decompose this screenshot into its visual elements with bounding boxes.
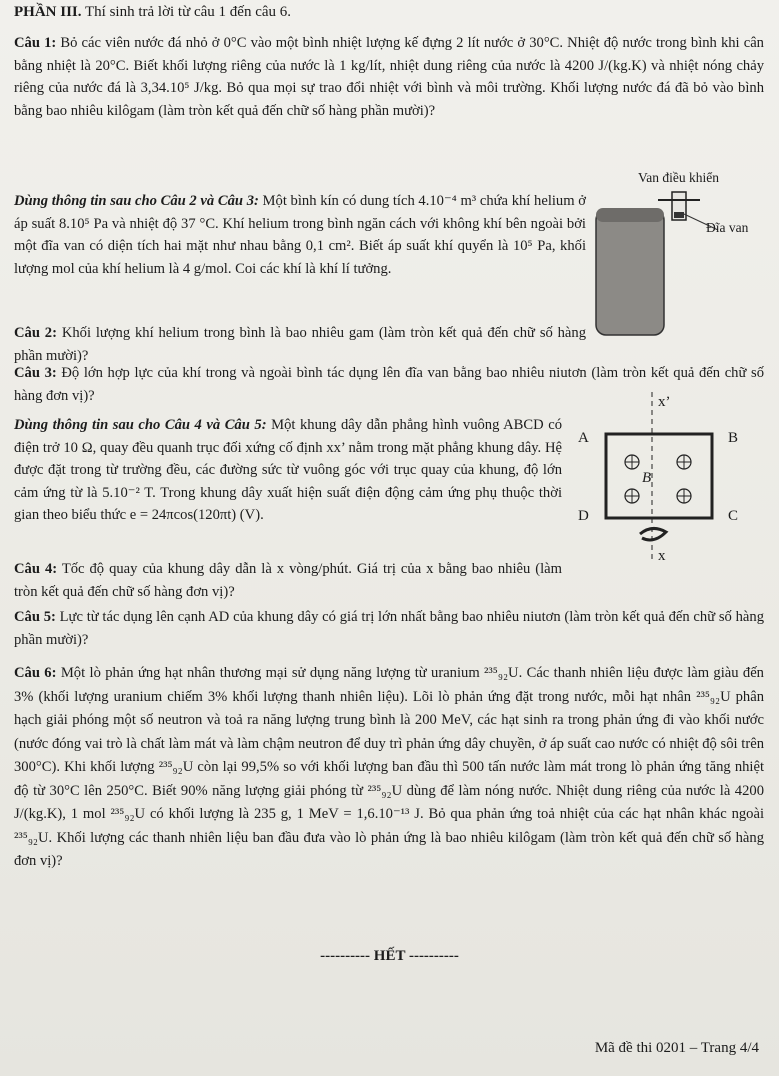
question-1-text: Bỏ các viên nước đá nhỏ ở 0°C vào một bình nhiệt lượng kế đựng 2 lít nước ở 30°C. Nhiệt độ nước trong bình khi cân bằng nhiệt là 20°C. Biết khối lượng riêng của nước là 1 kg/lít, nhiệt dung riêng của nước là 4200 J/(kg.K) và nhiệt nóng chảy riêng của nước đá là 3,34.10⁵ J/kg. Bỏ qua mọi sự trao đổi nhiệt với bình và môi trường. Khối lượng nước đá đã bỏ vào bình bằng bao nhiêu kilôgam (làm tròn kết quả đến chữ số hàng phần mười)? xyxy=(14,35,764,119)
cylinder-body xyxy=(596,210,664,335)
question-2 xyxy=(14,322,586,367)
question-4-text: Tốc độ quay của khung dây dẫn là x vòng/phút. Giá trị của x bằng bao nhiêu (làm tròn kết quả đến chữ số hàng đơn vị)? xyxy=(14,561,563,600)
question-5-text: Lực từ tác dụng lên cạnh AD của khung dây có giá trị lớn nhất bằng bao nhiêu niutơn (làm tròn kết quả đến chữ số hàng phần mười)? xyxy=(14,609,764,648)
coil-frame-figure xyxy=(572,392,772,572)
valve-label: Van điều khiển xyxy=(638,170,719,185)
question-4 xyxy=(14,558,562,603)
context-q2-q3-lead: Dùng thông tin sau cho Câu 2 và Câu 3: xyxy=(14,193,259,209)
disc-label: Đĩa van xyxy=(706,220,749,235)
vertex-b: B xyxy=(728,430,739,446)
question-5 xyxy=(14,606,764,651)
valve-disc-shape xyxy=(674,212,684,218)
vertex-a: A xyxy=(578,430,589,446)
question-6 xyxy=(14,662,764,874)
section-title: PHẦN III. xyxy=(14,4,82,20)
question-4-label: Câu 4: xyxy=(14,561,58,577)
vertex-d: D xyxy=(578,508,589,524)
context-q4-q5-lead: Dùng thông tin sau cho Câu 4 và Câu 5: xyxy=(14,417,267,433)
question-1 xyxy=(14,32,764,122)
context-q4-q5 xyxy=(14,414,562,527)
end-mark: ---------- HẾT ---------- xyxy=(320,948,459,964)
question-3-text: Độ lớn hợp lực của khí trong và ngoài bình tác dụng lên đĩa van bằng bao nhiêu niutơn (làm tròn kết quả đến chữ số hàng đơn vị)? xyxy=(14,365,764,404)
question-3-label: Câu 3: xyxy=(14,365,57,381)
axis-bottom-label: x xyxy=(658,548,666,564)
context-q2-q3 xyxy=(14,190,586,280)
question-6-label: Câu 6: xyxy=(14,665,57,681)
rotation-arrow xyxy=(640,528,666,540)
question-6-text: Một lò phản ứng hạt nhân thương mại sử dụng năng lượng từ uranium ²³⁵₉₂U. Các thanh nhiên liệu được làm giàu đến 3% (khối lượng uranium chiếm 3% khối lượng thanh nhiên liệu). Lõi lò phản ứng đặt trong nước, mỗi hạt nhân ²³⁵₉₂U phân hạch giải phóng một số neutron và toả ra năng lượng trung bình là 200 MeV, các hạt sinh ra trong phản ứng đi vào khối nước (nước đóng vai trò là chất làm mát và làm chậm neutron để duy trì phản ứng dây chuyền, ở áp suất cao nước có nhiệt độ sôi trên 300°C). Khi khối lượng ²³⁵₉₂U còn lại 99,5% so với khối lượng ban đầu thì 500 tấn nước làm mát trong lò phản ứng tăng nhiệt độ từ 30°C lên 250°C. Biết 90% năng lượng giải phóng từ ²³⁵₉₂U dùng để làm nóng nước. Nhiệt dung riêng của nước là 4200 J/(kg.K), 1 mol ²³⁵₉₂U có khối lượng là 235 g, 1 MeV = 1,6.10⁻¹³ J. Bỏ qua phản ứng toả nhiệt của các hạt nhân khác ngoài ²³⁵₉₂U. Khối lượng các thanh nhiên liệu ban đầu đưa vào lò phản ứng là bao nhiêu kilôgam (làm tròn kết quả đến chữ số hàng đơn vị)? xyxy=(14,665,764,869)
page-footer: Mã đề thi 0201 – Trang 4/4 xyxy=(594,1040,759,1056)
question-5-label: Câu 5: xyxy=(14,609,56,625)
question-1-label: Câu 1: xyxy=(14,35,57,51)
context-q2-q3-text: Một bình kín có dung tích 4.10⁻⁴ m³ chứa khí helium ở áp suất 8.10⁵ Pa và nhiệt độ 37 °C. Khí helium trong bình ngăn cách với không khí bên ngoài bởi một đĩa van có diện tích hai mặt như nhau bằng 0,1 cm². Biết áp suất khí quyển là 10⁵ Pa, khối lượng mol của khí helium là 4 g/mol. Coi các khí là khí lí tưởng. xyxy=(14,193,586,277)
axis-top-label: x’ xyxy=(658,394,671,410)
field-label: B⃗ xyxy=(642,470,663,486)
context-q4-q5-text: Một khung dây dẫn phẳng hình vuông ABCD có điện trở 10 Ω, quay đều quanh trục đối xứng cố định xx’ nằm trong mặt phẳng khung dây. Hệ được đặt trong từ trường đều, các đường sức từ vuông góc với trục quay của khung, độ lớn cảm ứng từ là 5.10⁻² T. Trong khung dây xuất hiện suất điện động cảm ứng phụ thuộc thời gian theo biểu thức e = 24πcos(120πt) (V). xyxy=(14,417,562,523)
section-header xyxy=(14,4,291,21)
section-instruction: Thí sinh trả lời từ câu 1 đến câu 6. xyxy=(81,4,292,20)
gas-cylinder-figure xyxy=(588,170,768,340)
question-2-label: Câu 2: xyxy=(14,325,57,341)
vertex-c: C xyxy=(728,508,739,524)
question-2-text: Khối lượng khí helium trong bình là bao nhiêu gam (làm tròn kết quả đến chữ số hàng phần mười)? xyxy=(14,325,587,364)
cylinder-top xyxy=(596,208,664,222)
